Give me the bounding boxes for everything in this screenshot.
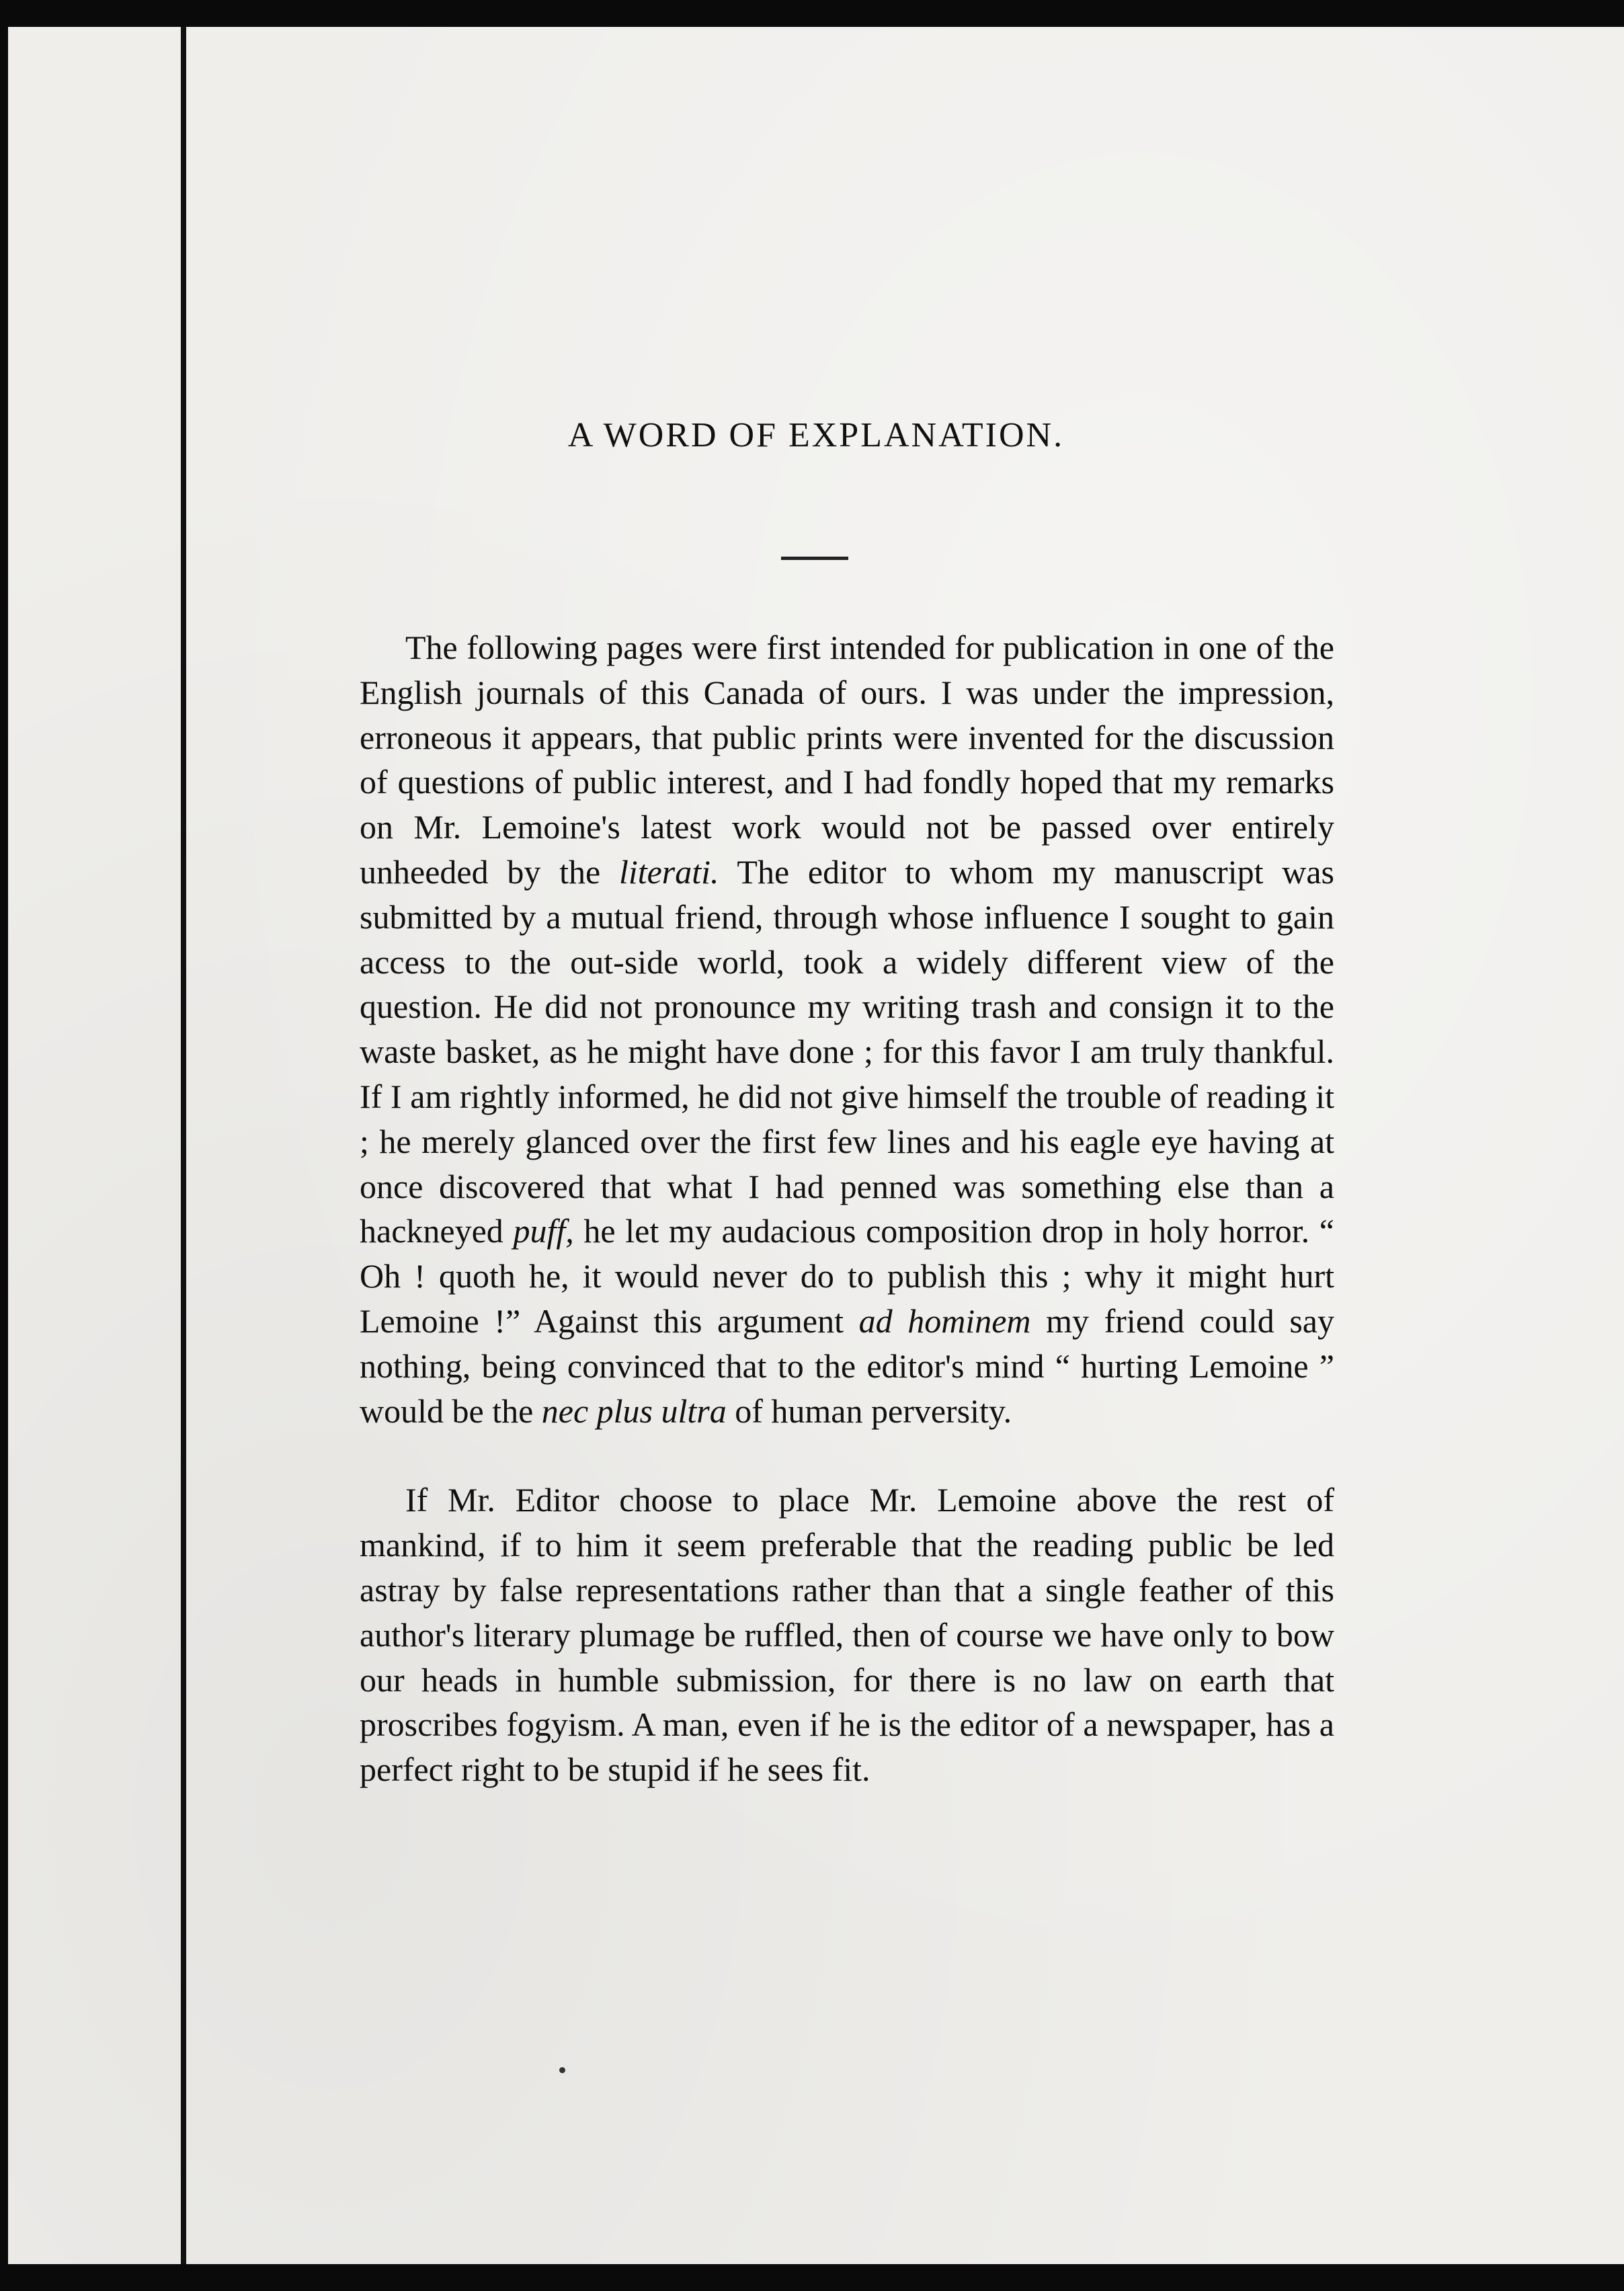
italic-phrase: nec plus ultra — [541, 1392, 727, 1430]
text-run: The editor to whom my manuscript was submitted by a mutual friend, through whose influence I sought to gain access to the out-side world, took a widely different view of the question. He did not pronounce my writing trash and consign it to the waste basket, as he might have done ; for this favor I am truly thankful. If I am rightly informed, he did not give himself the trouble of reading it ; he merely glanced over the first few lines and his eagle eye having at once discovered that what I had penned was something else than a hackneyed — [360, 852, 1334, 1250]
italic-phrase: ad hominem — [858, 1301, 1031, 1340]
text-run: of human perversity. — [726, 1392, 1012, 1430]
text-run: he let my audacious composition drop in holy horror. “ Oh ! quoth he, it would never do to publish this ; why it might hurt Lemoine !” Against this argument — [360, 1212, 1334, 1340]
ink-speck — [559, 2067, 565, 2073]
paragraph-2 — [360, 1478, 1334, 1792]
italic-phrase: literati. — [618, 852, 719, 891]
paragraph-1 — [360, 625, 1334, 1433]
text-run: The following pages were first intended for publication in one of the English journals of this Canada of ours. I was under the impression, erroneous it appears, that public prints were invented for the discussion of questions of public interest, and I had fondly hoped that my remarks on Mr. Lemoine's latest work would not be passed over entirely unheeded by the — [360, 629, 1334, 891]
page — [8, 27, 1624, 2264]
binding-line — [181, 27, 186, 2264]
italic-phrase: puff, — [513, 1212, 574, 1250]
heading-rule — [781, 557, 848, 560]
text-run: my friend could say nothing, being convinced that to the editor's mind “ hurting Lemoine ” would be the — [360, 1301, 1334, 1430]
body-text — [360, 625, 1334, 1792]
text-run: If Mr. Editor choose to place Mr. Lemoine above the rest of mankind, if to him it seem preferable that the reading public be led astray by false representations rather than that a single feather of this author's literary plumage be ruffled, then of course we have only to bow our heads in humble submission, for there is no law on earth that proscribes fogyism. A man, even if he is the editor of a newspaper, has a perfect right to be stupid if he sees fit. — [360, 1481, 1334, 1789]
page-heading: A WORD OF EXPLANATION. — [567, 416, 1065, 454]
